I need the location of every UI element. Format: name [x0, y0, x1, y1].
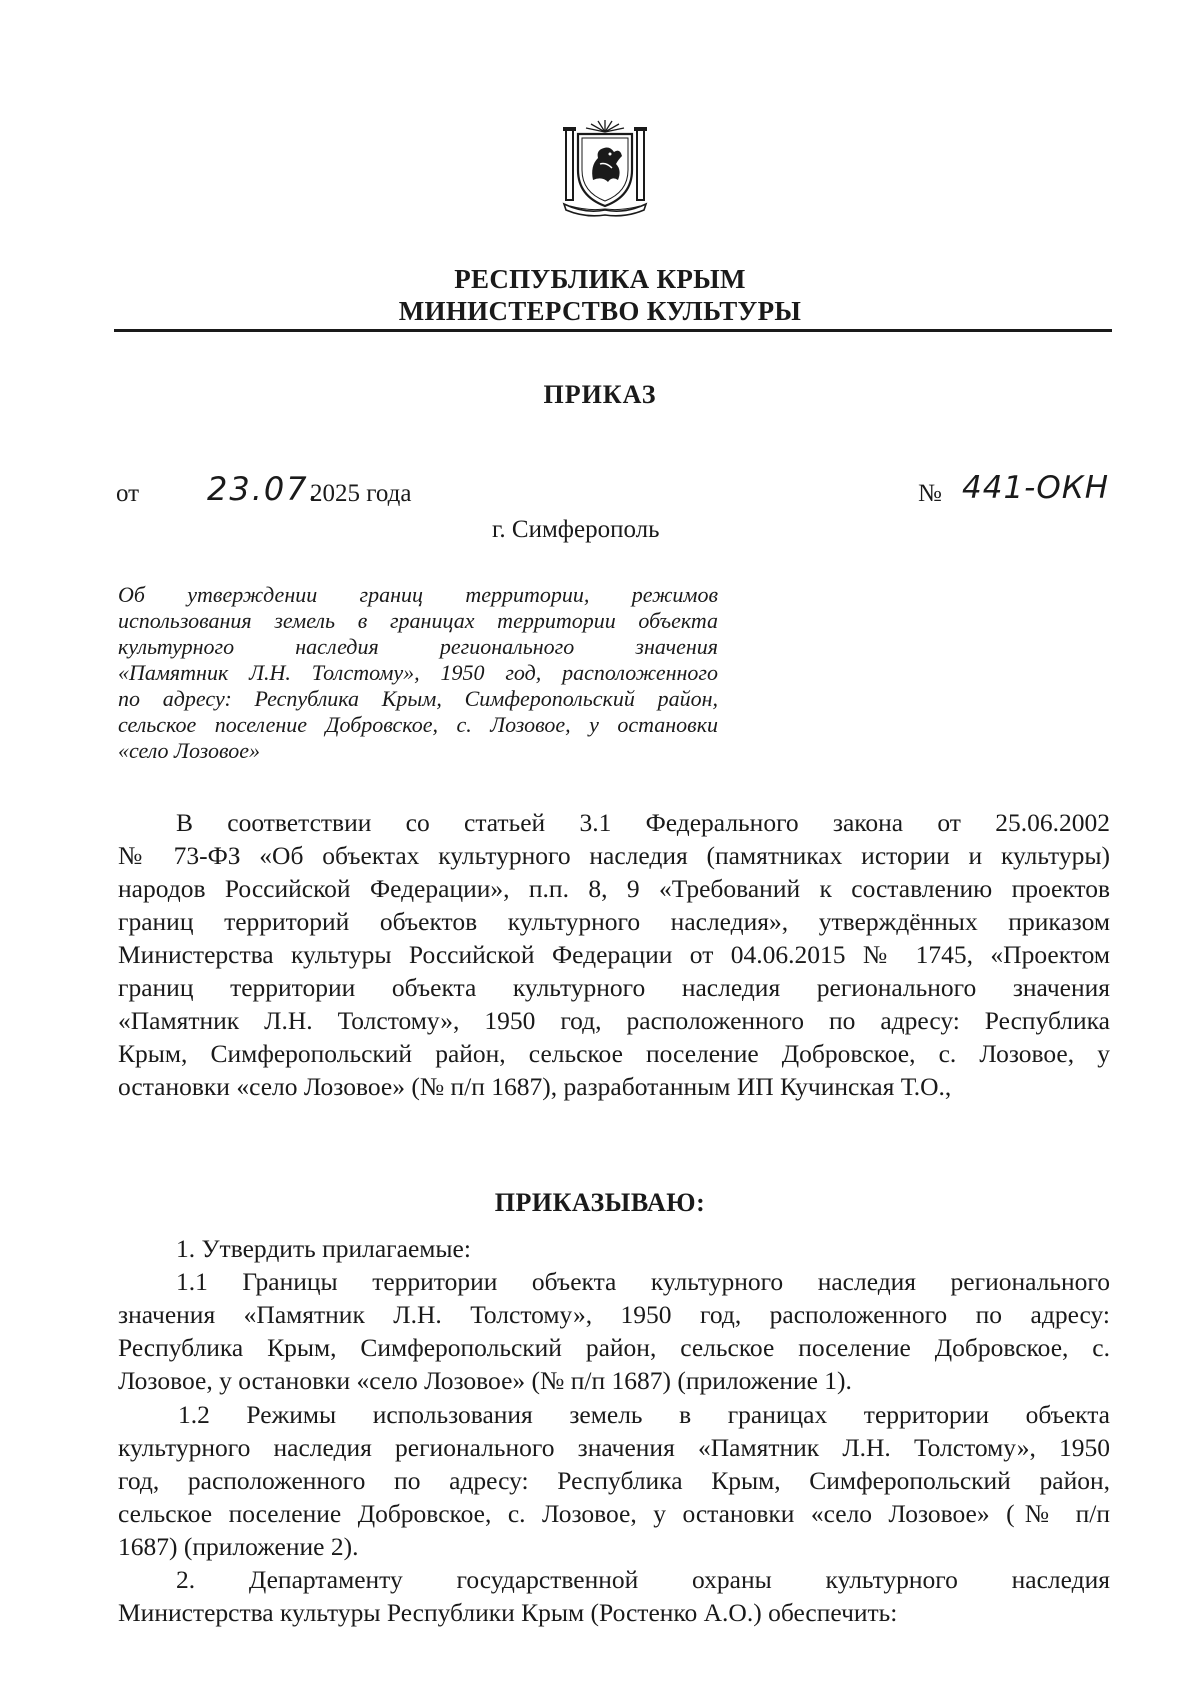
number-prefix: №	[918, 480, 942, 507]
item-line: год, расположенного по адресу: Республика Крым, Симферопольский район,	[118, 1466, 1110, 1495]
preamble-line: «Памятник Л.Н. Толстому», 1950 год, расположенного по адресу: Республика	[118, 1006, 1110, 1035]
preamble-line: Министерства культуры Российской Федерации от 04.06.2015 № 1745, «Проектом	[118, 940, 1110, 969]
document-type: ПРИКАЗ	[543, 380, 657, 409]
date-prefix: от	[116, 480, 140, 507]
preamble-paragraph	[118, 806, 1110, 1103]
subject-line: «Памятник Л.Н. Толстому», 1950 год, расположенного	[118, 660, 718, 685]
preamble-line: границ территорий объектов культурного наследия», утверждённых приказом	[118, 907, 1110, 936]
date-year: 2025 года	[310, 480, 412, 507]
item-line: Министерства культуры Республики Крым (Ростенко А.О.) обеспечить:	[118, 1598, 898, 1627]
preamble-line: В соответствии со статьей 3.1 Федерального закона от 25.06.2002	[176, 808, 1110, 837]
item-1-2	[118, 1398, 1110, 1563]
item-line: 2. Департаменту государственной охраны культурного наследия	[176, 1565, 1110, 1594]
subject-line: «село Лозовое»	[118, 738, 260, 763]
item-line: значения «Памятник Л.Н. Толстому», 1950 год, расположенного по адресу:	[118, 1300, 1110, 1329]
org-name-line1: РЕСПУБЛИКА КРЫМ	[454, 264, 746, 294]
item-line: 1. Утвердить прилагаемые:	[176, 1234, 471, 1263]
document-subject	[118, 582, 718, 764]
handwritten-number: 441-ОКН	[962, 470, 1110, 506]
preamble-line: остановки «село Лозовое» (№ п/п 1687), разработанным ИП Кучинская Т.О.,	[118, 1072, 952, 1101]
subject-line: по адресу: Республика Крым, Симферопольский район,	[118, 686, 718, 711]
preamble-line: границ территории объекта культурного наследия регионального значения	[118, 973, 1110, 1002]
city: г. Симферополь	[492, 516, 660, 543]
crimea-coat-of-arms-icon	[560, 118, 650, 218]
item-1	[118, 1232, 1110, 1397]
preamble-line: народов Российской Федерации», п.п. 8, 9 «Требований к составлению проектов	[118, 874, 1110, 903]
header-divider	[114, 329, 1112, 332]
item-2	[118, 1563, 1110, 1629]
subject-line: культурного наследия регионального значения	[118, 634, 718, 659]
item-line: сельское поселение Добровское, с. Лозовое, у остановки «село Лозовое» (№ п/п	[118, 1499, 1110, 1528]
order-heading: ПРИКАЗЫВАЮ:	[494, 1188, 706, 1217]
item-line: 1687) (приложение 2).	[118, 1532, 359, 1561]
item-line: культурного наследия регионального значения «Памятник Л.Н. Толстому», 1950	[118, 1433, 1110, 1462]
preamble-line: Крым, Симферопольский район, сельское поселение Добровское, с. Лозовое, у	[118, 1039, 1110, 1068]
subject-line: сельское поселение Добровское, с. Лозовое, у остановки	[118, 712, 718, 737]
preamble-line: № 73-ФЗ «Об объектах культурного наследия (памятниках истории и культуры)	[118, 841, 1110, 870]
subject-line: Об утверждении границ территории, режимов	[118, 582, 718, 607]
subject-line: использования земель в границах территории объекта	[118, 608, 718, 633]
item-line: 1.1 Границы территории объекта культурного наследия регионального	[176, 1267, 1110, 1296]
item-line: 1.2 Режимы использования земель в границах территории объекта	[178, 1400, 1110, 1429]
item-line: Республика Крым, Симферопольский район, сельское поселение Добровское, с.	[118, 1333, 1110, 1362]
handwritten-date: 23.07.	[207, 470, 321, 508]
item-line: Лозовое, у остановки «село Лозовое» (№ п/п 1687) (приложение 1).	[118, 1366, 852, 1395]
org-name-line2: МИНИСТЕРСТВО КУЛЬТУРЫ	[398, 296, 802, 326]
